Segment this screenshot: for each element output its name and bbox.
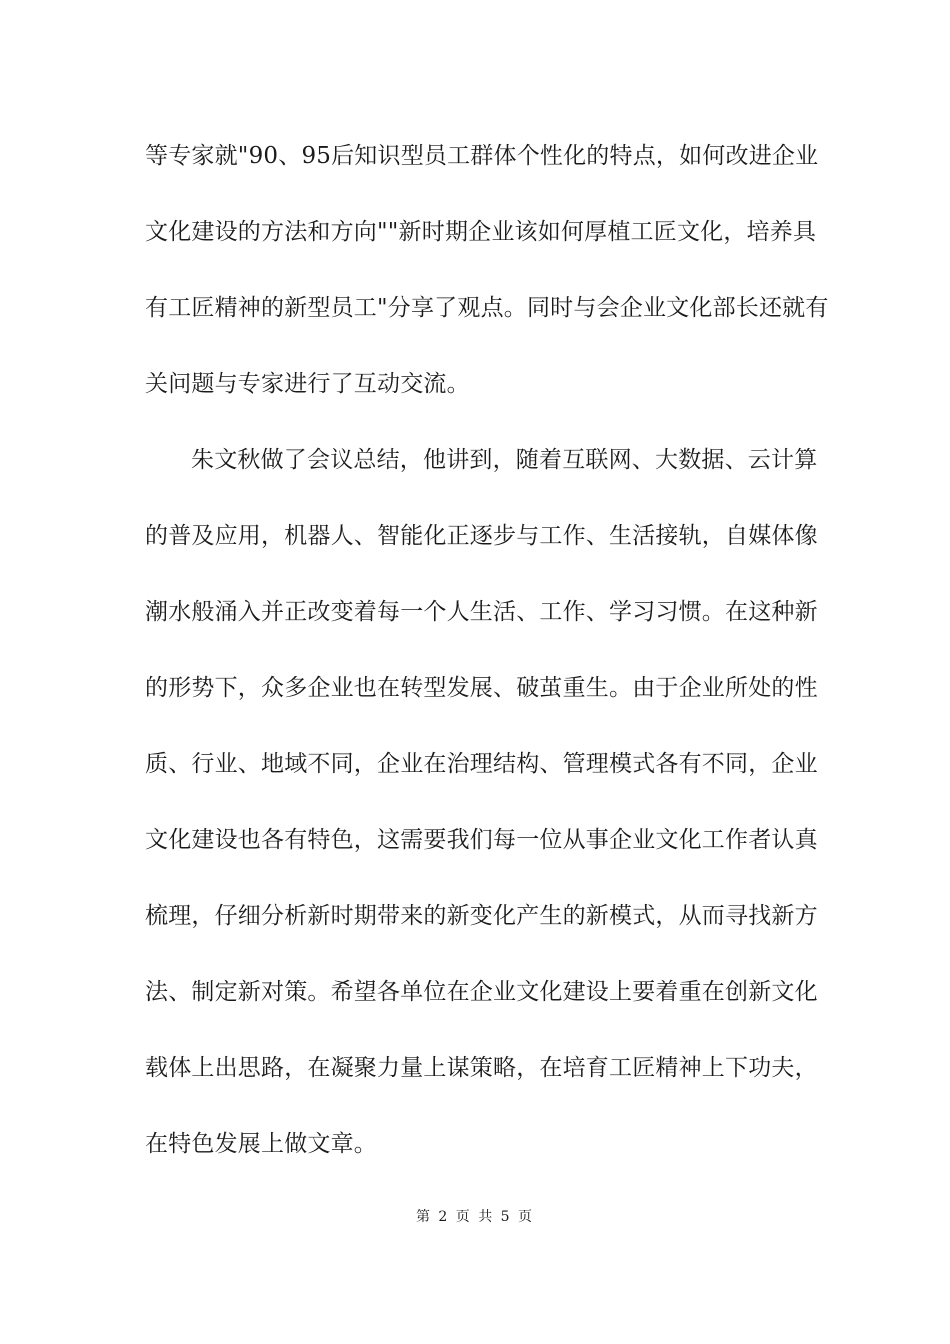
text-line: 文化建设也各有特色，这需要我们每一位从事企业文化工作者认真 bbox=[145, 827, 818, 853]
text-line: 法、制定新对策。希望各单位在企业文化建设上要着重在创新文化 bbox=[145, 979, 818, 1005]
text-line: 的普及应用，机器人、智能化正逐步与工作、生活接轨，自媒体像 bbox=[145, 523, 818, 549]
text-line: 的形势下，众多企业也在转型发展、破茧重生。由于企业所处的性 bbox=[145, 675, 818, 701]
text-line: 文化建设的方法和方向""新时期企业该如何厚植工匠文化，培养具 bbox=[145, 219, 817, 245]
text-line: 在特色发展上做文章。 bbox=[145, 1131, 377, 1157]
text-line: 等专家就"90、95后知识型员工群体个性化的特点，如何改进企业 bbox=[145, 143, 819, 169]
text-line: 载体上出思路，在凝聚力量上谋策略，在培育工匠精神上下功夫， bbox=[145, 1055, 818, 1081]
text-line: 潮水般涌入并正改变着每一个人生活、工作、学习习惯。在这种新 bbox=[145, 599, 818, 625]
text-line: 关问题与专家进行了互动交流。 bbox=[145, 371, 470, 397]
document-body bbox=[145, 132, 829, 1196]
paragraph-start-line: 朱文秋做了会议总结，他讲到，随着互联网、大数据、云计算 bbox=[191, 447, 818, 473]
text-line: 质、行业、地域不同，企业在治理结构、管理模式各有不同，企业 bbox=[145, 751, 818, 777]
text-line: 有工匠精神的新型员工"分享了观点。同时与会企业文化部长还就有 bbox=[145, 295, 829, 321]
text-line: 梳理，仔细分析新时期带来的新变化产生的新模式，从而寻找新方 bbox=[145, 903, 818, 929]
page-number-footer: 第 2 页 共 5 页 bbox=[415, 1209, 535, 1225]
